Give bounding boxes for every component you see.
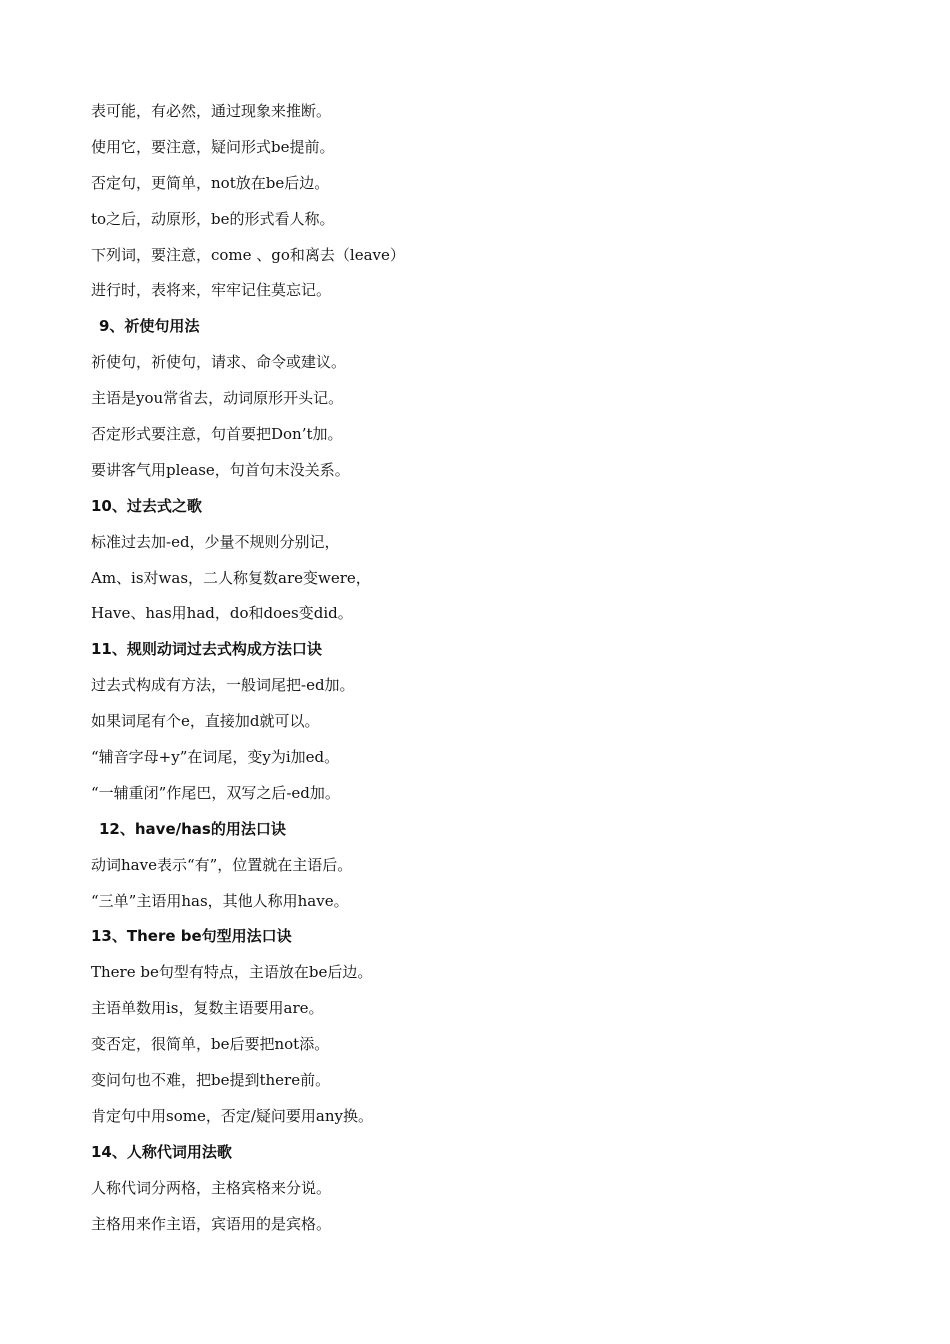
text-line: 否定形式要注意，句首要把Don’t加。: [91, 425, 343, 444]
text-line: 下列词，要注意，come 、go和离去（leave）: [91, 245, 405, 264]
text-line: 如果词尾有个e，直接加d就可以。: [91, 712, 320, 731]
section-heading: 9、祈使句用法: [99, 317, 200, 336]
text-line: 进行时，表将来，牢牢记住莫忘记。: [91, 281, 332, 300]
text-line: to之后，动原形，be的形式看人称。: [91, 209, 335, 228]
document-page: [91, 94, 871, 1243]
text-line: 过去式构成有方法，一般词尾把-ed加。: [91, 676, 355, 695]
text-line: “一辅重闭”作尾巴，双写之后-ed加。: [91, 783, 340, 802]
text-line: Have、has用had，do和does变did。: [91, 604, 353, 623]
text-line: 肯定句中用some，否定/疑问要用any换。: [91, 1106, 373, 1125]
text-line: “辅音字母+y”在词尾，变y为i加ed。: [91, 748, 340, 767]
text-line: 人称代词分两格，主格宾格来分说。: [91, 1178, 332, 1197]
section-heading: 12、have/has的用法口诀: [99, 819, 286, 838]
text-line: 否定句，更简单，not放在be后边。: [91, 173, 330, 192]
text-line: 动词have表示“有”，位置就在主语后。: [91, 855, 353, 874]
section-heading: 13、There be句型用法口诀: [91, 927, 292, 946]
text-line: 祈使句，祈使句，请求、命令或建议。: [91, 353, 347, 372]
text-line: 表可能，有必然，通过现象来推断。: [91, 102, 332, 120]
text-line: 变问句也不难，把be提到there前。: [91, 1071, 331, 1090]
text-line: There be句型有特点，主语放在be后边。: [91, 963, 373, 982]
text-line: 要讲客气用please，句首句末没关系。: [91, 460, 350, 479]
text-line: “三单”主语用has，其他人称用have。: [91, 891, 349, 910]
section-heading: 11、规则动词过去式构成方法口诀: [91, 640, 322, 659]
section-heading: 10、过去式之歌: [91, 496, 202, 515]
text-line: 标准过去加-ed，少量不规则分别记，: [91, 532, 340, 551]
text-line: 使用它，要注意，疑问形式be提前。: [91, 137, 335, 156]
text-line: Am、is对was，二人称复数are变were，: [91, 568, 371, 587]
text-line: 主格用来作主语，宾语用的是宾格。: [91, 1214, 332, 1233]
section-heading: 14、人称代词用法歌: [91, 1142, 232, 1161]
text-line: 变否定，很简单，be后要把not添。: [91, 1035, 330, 1054]
text-line: 主语是you常省去，动词原形开头记。: [91, 389, 344, 408]
text-line: 主语单数用is，复数主语要用are。: [91, 999, 324, 1018]
